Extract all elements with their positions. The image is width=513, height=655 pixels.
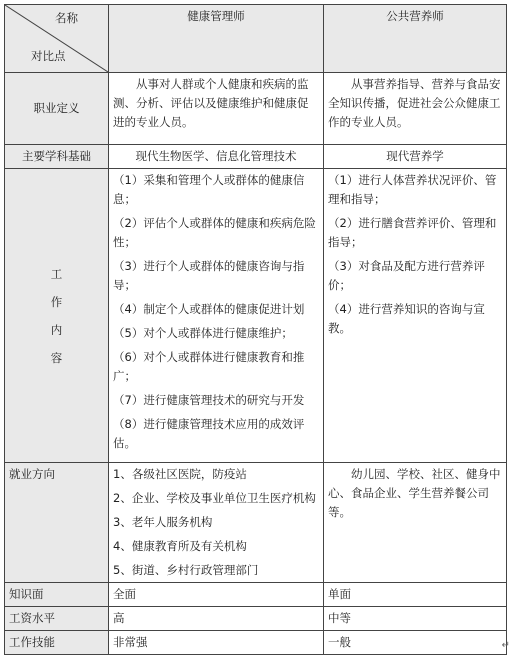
row-knowledge [5, 583, 507, 607]
list-item: （7）进行健康管理技术的研究与开发 [113, 393, 305, 407]
skill-a: 非常强 [109, 631, 324, 655]
label-work-char: 容 [50, 350, 63, 365]
row-employment [5, 463, 507, 583]
list-item: （1）采集和管理个人或群体的健康信息； [113, 173, 305, 206]
label-work-char: 工 [50, 266, 63, 281]
col-header-health-manager: 健康管理师 [109, 5, 324, 73]
label-knowledge: 知识面 [5, 583, 109, 607]
list-item: （2）评估个人或群体的健康和疾病危险性； [113, 216, 316, 249]
list-item: （6）对个人或群体进行健康教育和推广； [113, 350, 305, 383]
definition-b-text: 从事营养指导、营养与食品安全知识传播，促进社会公众健康工作的专业人员。 [328, 77, 501, 129]
list-item: （3）进行个人或群体的健康咨询与指导； [113, 259, 305, 292]
work-a [109, 169, 324, 463]
label-work-char: 内 [50, 322, 63, 337]
list-item: （4）进行营养知识的咨询与宣教。 [328, 302, 485, 335]
label-discipline: 主要学科基础 [5, 145, 109, 169]
list-item: （8）进行健康管理技术应用的成效评估。 [113, 417, 305, 450]
list-item: （2）进行膳食营养评价、管理和指导； [328, 216, 497, 249]
employment-a [109, 463, 324, 583]
label-definition: 职业定义 [5, 73, 109, 145]
row-work [5, 169, 507, 463]
list-item: （5）对个人或群体进行健康维护； [113, 326, 293, 340]
skill-b: 一般 [324, 631, 507, 655]
comparison-table [4, 4, 507, 655]
diag-top-label: 名称 [55, 11, 78, 25]
salary-a: 高 [109, 607, 324, 631]
employment-b-text: 幼儿园、学校、社区、健身中心、食品企业、学生营养餐公司等。 [328, 467, 501, 519]
diagonal-header-cell [5, 5, 109, 73]
discipline-a: 现代生物医学、信息化管理技术 [109, 145, 324, 169]
knowledge-b: 单面 [324, 583, 507, 607]
employment-b [324, 463, 507, 583]
list-item: （4）制定个人或群体的健康促进计划 [113, 302, 305, 316]
work-b [324, 169, 507, 463]
list-item: 5、街道、乡村行政管理部门 [113, 563, 259, 577]
list-item: 1、各级社区医院，防疫站 [113, 467, 247, 481]
definition-a-text: 从事对人群或个人健康和疾病的监测、分析、评估以及健康维护和健康促进的专业人员。 [113, 77, 309, 129]
label-skill: 工作技能 [5, 631, 109, 655]
salary-b: 中等 [324, 607, 507, 631]
label-work [5, 169, 109, 463]
list-item: 2、企业、学校及事业单位卫生医疗机构 [113, 491, 316, 505]
paragraph-return-mark: ↵ [501, 640, 510, 651]
list-item: （3）对食品及配方进行营养评价； [328, 259, 485, 292]
label-work-char: 作 [50, 294, 63, 309]
row-salary [5, 607, 507, 631]
discipline-b: 现代营养学 [324, 145, 507, 169]
definition-b [324, 73, 507, 145]
row-skill [5, 631, 507, 655]
row-definition [5, 73, 507, 145]
label-salary: 工资水平 [5, 607, 109, 631]
list-item: 4、健康教育所及有关机构 [113, 539, 247, 553]
diag-bottom-label: 对比点 [31, 49, 66, 63]
row-discipline [5, 145, 507, 169]
list-item: 3、老年人服务机构 [113, 515, 213, 529]
definition-a [109, 73, 324, 145]
label-employment: 就业方向 [5, 463, 109, 583]
col-header-public-nutritionist: 公共营养师 [324, 5, 507, 73]
knowledge-a: 全面 [109, 583, 324, 607]
list-item: （1）进行人体营养状况评价、管理和指导； [328, 173, 497, 206]
header-row [5, 5, 507, 73]
label-work-vertical [9, 260, 104, 372]
